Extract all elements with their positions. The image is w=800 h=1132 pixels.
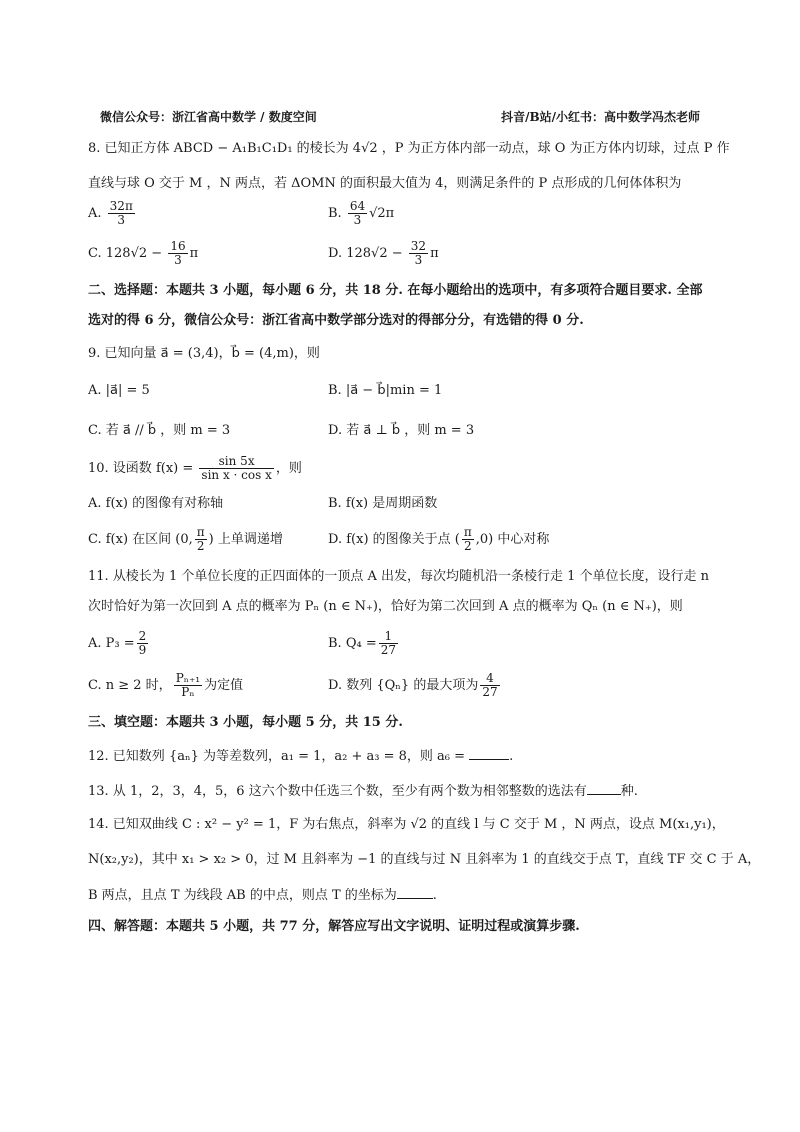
- page-header: [100, 108, 700, 125]
- q11-option-a: A. P₃ = $\frac{2}{9}$: [88, 629, 147, 657]
- q12: 12. 已知数列 {aₙ} 为等差数列，a₁ = 1，a₂ + a₃ = 8，则 a₆ = .: [88, 749, 514, 764]
- q9-option-d: D. 若 a⃗ ⊥ b⃗ ，则 m = 3: [328, 423, 475, 438]
- q8-option-d: D. 128√2 − $\frac{32}{3}$ π: [328, 239, 439, 267]
- q9-stem: 9. 已知向量 a⃗ = (3,4)，b⃗ = (4,m)，则: [88, 346, 320, 361]
- q10-stem: 10. 设函数 f(x) = $\frac{\sin 5x}{\text{sin x · cos x}}$ ，则: [88, 454, 302, 482]
- q10-option-c: C. f(x) 在区间 (0, $\frac{\pi}{2}$ ) 上单调递增: [88, 525, 283, 553]
- q11-line2: 次时恰好为第一次回到 A 点的概率为 Pₙ (n ∈ N₊)，恰好为第二次回到 A 点的概率为 Qₙ (n ∈ N₊)，则: [88, 599, 683, 614]
- q10-option-b: B. f(x) 是周期函数: [328, 496, 438, 511]
- q10-option-d: D. f(x) 的图像关于点 ( $\frac{\pi}{2}$ ,0) 中心对称: [328, 525, 550, 553]
- header-right: 抖音/B站/小红书：高中数学冯杰老师: [501, 110, 700, 124]
- q14-line2: N(x₂,y₂)，其中 x₁ > x₂ > 0，过 M 且斜率为 −1 的直线与过 N 且斜率为 1 的直线交于点 T，直线 TF 交 C 于 A，: [88, 852, 761, 867]
- q13-blank[interactable]: [587, 782, 621, 795]
- q10-option-a: A. f(x) 的图像有对称轴: [88, 496, 224, 511]
- section3-title: 三、填空题：本题共 3 小题，每小题 5 分，共 15 分.: [88, 715, 403, 730]
- q11-line1: 11. 从棱长为 1 个单位长度的正四面体的一顶点 A 出发，每次均随机沿一条棱行走 1 个单位长度，设行走 n: [88, 569, 710, 584]
- q8-option-a: A. $\frac{32\pi}{3}$: [88, 199, 133, 227]
- q14-line1: 14. 已知双曲线 C : x² − y² = 1，F 为右焦点，斜率为 √2 的直线 l 与 C 交于 M ，N 两点，设点 M(x₁,y₁)，: [88, 817, 725, 832]
- q12-blank[interactable]: [469, 747, 509, 760]
- q14-blank[interactable]: [397, 886, 433, 899]
- header-left: 微信公众号：浙江省高中数学 / 数度空间: [100, 110, 317, 124]
- q8-line1: 8. 已知正方体 ABCD − A₁B₁C₁D₁ 的棱长为 4√2 ，P 为正方体内部一动点，球 O 为正方体内切球，过点 P 作: [88, 141, 730, 156]
- section2-line2: 选对的得 6 分，微信公众号：浙江省高中数学部分选对的得部分分，有选错的得 0 分.: [88, 313, 584, 328]
- q11-option-b: B. Q₄ = $\frac{1}{27}$: [328, 629, 396, 657]
- q8-line2: 直线与球 O 交于 M ，N 两点，若 ΔOMN 的面积最大值为 4，则满足条件的 P 点形成的几何体体积为: [88, 176, 682, 191]
- q14-line3: B 两点，且点 T 为线段 AB 的中点，则点 T 的坐标为 .: [88, 888, 437, 903]
- q11-option-d: D. 数列 {Qₙ} 的最大项为 $\frac{4}{27}$: [328, 671, 498, 699]
- section2-line1: 二、选择题：本题共 3 小题，每小题 6 分，共 18 分. 在每小题给出的选项中，有多项符合题目要求. 全部: [88, 283, 703, 298]
- q11-option-c: C. n ≥ 2 时， $\frac{\text{Pₙ₊₁}}{\text{Pₙ}}$ 为定值: [88, 671, 244, 699]
- q9-option-a: A. |a⃗| = 5: [88, 383, 150, 398]
- q13: 13. 从 1，2，3，4，5，6 这六个数中任选三个数，至少有两个数为相邻整数的选法有 种.: [88, 784, 638, 799]
- q8-option-b: B. $\frac{64}{3}$ √2π: [328, 199, 395, 227]
- section4-title: 四、解答题：本题共 5 小题，共 77 分，解答应写出文字说明、证明过程或演算步骤.: [88, 919, 580, 934]
- q9-option-c: C. 若 a⃗ // b⃗ ，则 m = 3: [88, 423, 231, 438]
- q8-option-c: C. 128√2 − $\frac{16}{3}$ π: [88, 239, 199, 267]
- q9-option-b: B. |a⃗ − b⃗|min = 1: [328, 383, 443, 398]
